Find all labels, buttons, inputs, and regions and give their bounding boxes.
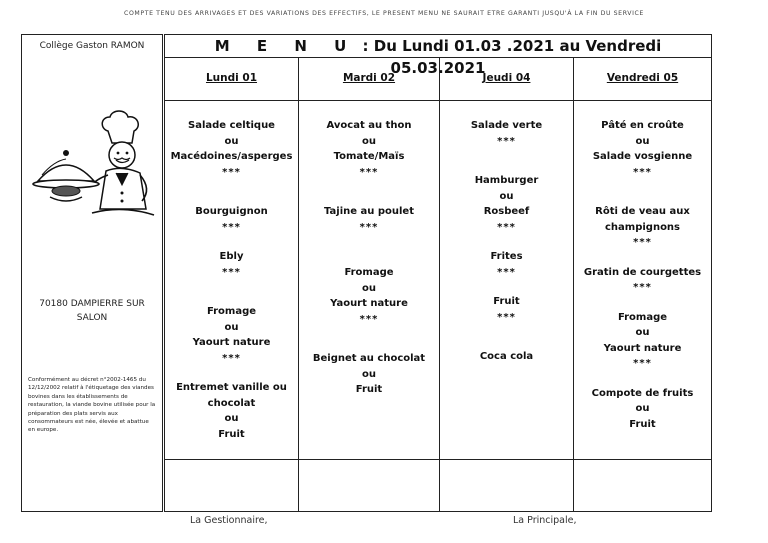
course-gap xyxy=(574,251,711,265)
course-group xyxy=(299,351,439,398)
menu-item: Gratin de courgettes xyxy=(583,266,702,278)
course-gap xyxy=(440,149,573,173)
menu-item: Entremet vanille ou xyxy=(176,382,287,393)
day-header-tuesday: Mardi 02 xyxy=(342,72,396,84)
menu-item: Beignet au chocolat xyxy=(312,353,426,364)
menu-item: Macédoines/asperges xyxy=(170,151,293,162)
course-gap xyxy=(165,180,298,204)
course-separator: *** xyxy=(633,166,652,178)
address-line-2: SALON xyxy=(76,313,108,323)
or-label: ou xyxy=(224,321,239,333)
course-gap xyxy=(299,180,439,204)
menu-item: Ebly xyxy=(219,251,244,262)
service-notice: COMPTE TENU DES ARRIVAGES ET DES VARIATIONS DES EFFECTIFS, LE PRESENT MENU NE SAURAIT ETRE GARANTI JUSQU'À LA FIN DU SERVICE xyxy=(124,10,644,17)
course-group xyxy=(574,204,711,251)
menu-title xyxy=(165,35,711,77)
menu-item: Fruit xyxy=(218,428,245,440)
menu-item: Yaourt nature xyxy=(603,342,682,354)
beef-origin-notice: Conformément au décret n°2002-1465 du 12/12/2002 relatif à l'étiquetage des viandes bovines dans les établissements de restauration, la viande bovine utilisée pour la préparation des plats servis aux consommateurs est née, élevée et abattue en europe. xyxy=(28,377,156,434)
menu-item: Salade verte xyxy=(470,120,543,131)
menu-item: Tomate/Maïs xyxy=(333,151,405,162)
course-gap xyxy=(165,235,298,249)
course-group xyxy=(299,118,439,180)
or-label: ou xyxy=(362,282,376,294)
course-group xyxy=(440,173,573,235)
course-group xyxy=(165,304,298,366)
course-gap xyxy=(574,296,711,310)
or-label: ou xyxy=(224,413,239,424)
school-address xyxy=(22,297,162,325)
menu-item: champignons xyxy=(604,221,681,233)
signature-manager: La Gestionnaire, xyxy=(190,515,268,526)
menu-item: Coca cola xyxy=(479,351,534,362)
course-separator: *** xyxy=(497,266,516,278)
header-divider xyxy=(165,100,711,101)
menu-item: Compote de fruits xyxy=(591,387,694,399)
menu-item: Salade celtique xyxy=(188,120,275,131)
course-gap xyxy=(440,280,573,294)
course-gap xyxy=(440,325,573,349)
course-separator: *** xyxy=(222,352,241,364)
course-group xyxy=(165,249,298,280)
menu-title-bar xyxy=(164,34,712,77)
menu-item: Fromage xyxy=(344,267,394,278)
menu-item: Fruit xyxy=(355,384,383,395)
or-label: ou xyxy=(499,190,514,202)
signature-principal: La Principale, xyxy=(513,515,577,526)
day-header-monday: Lundi 01 xyxy=(205,72,258,84)
menu-item: Frites xyxy=(490,251,523,262)
course-group xyxy=(440,349,573,365)
menu-item: Yaourt nature xyxy=(330,298,408,309)
school-name: Collège Gaston RAMON xyxy=(39,41,145,51)
or-label: ou xyxy=(635,327,650,338)
course-group xyxy=(165,204,298,235)
menu-item: Avocat au thon xyxy=(326,120,412,131)
course-separator: *** xyxy=(633,282,652,293)
course-gap xyxy=(165,366,298,380)
course-gap xyxy=(574,180,711,204)
course-separator: *** xyxy=(633,237,652,248)
or-label: ou xyxy=(224,135,239,147)
menu-item: Tajine au poulet xyxy=(323,206,414,217)
course-gap xyxy=(440,235,573,249)
day-header-friday: Vendredi 05 xyxy=(606,72,679,84)
course-group xyxy=(574,265,711,296)
course-separator: *** xyxy=(359,221,379,233)
menu-item: Fromage xyxy=(617,311,668,323)
menu-item: Bourguignon xyxy=(195,206,268,217)
menu-item: Yaourt nature xyxy=(192,337,271,348)
day-column-thursday xyxy=(440,118,573,365)
course-separator: *** xyxy=(359,166,379,178)
day-column-monday xyxy=(165,118,298,442)
course-group xyxy=(574,118,711,180)
course-separator: *** xyxy=(497,135,516,147)
menu-item: Rosbeef xyxy=(483,206,530,217)
course-group xyxy=(165,118,298,180)
menu-item: Fruit xyxy=(629,418,656,430)
course-group xyxy=(440,249,573,280)
day-header-thursday: Jeudi 04 xyxy=(482,72,531,84)
course-group xyxy=(165,380,298,442)
menu-item: Fruit xyxy=(493,296,520,307)
course-separator: *** xyxy=(222,221,241,233)
menu-item: Hamburger xyxy=(474,175,539,186)
course-group xyxy=(440,294,573,325)
course-separator: *** xyxy=(497,221,516,233)
or-label: ou xyxy=(362,135,376,147)
course-separator: *** xyxy=(497,311,516,323)
course-group xyxy=(299,265,439,327)
menu-item: Pâté en croûte xyxy=(601,120,684,131)
menu-word: M E N U xyxy=(214,37,358,55)
course-group xyxy=(574,310,711,372)
school-info-panel xyxy=(21,34,163,512)
or-label: ou xyxy=(635,135,650,147)
course-group xyxy=(299,204,439,235)
course-group xyxy=(440,118,573,149)
course-gap xyxy=(299,327,439,351)
or-label: ou xyxy=(635,403,650,414)
chef-illustration xyxy=(30,109,156,221)
menu-item: Fromage xyxy=(206,306,257,317)
footer-divider xyxy=(165,459,711,460)
course-gap xyxy=(574,372,711,386)
menu-item: Rôti de veau aux xyxy=(595,206,690,217)
menu-item: chocolat xyxy=(207,397,256,409)
or-label: ou xyxy=(362,368,376,380)
address-line-1: 70180 DAMPIERRE SUR xyxy=(39,299,145,309)
menu-date-range: : Du Lundi 01.03 .2021 au Vendredi 05.03.2021 xyxy=(362,37,662,77)
day-column-friday xyxy=(574,118,711,432)
course-gap xyxy=(299,235,439,265)
day-column-tuesday xyxy=(299,118,439,398)
menu-grid xyxy=(164,57,712,512)
course-separator: *** xyxy=(222,266,241,278)
course-separator: *** xyxy=(222,166,241,178)
course-separator: *** xyxy=(633,358,652,369)
course-gap xyxy=(165,280,298,304)
course-group xyxy=(574,386,711,433)
course-separator: *** xyxy=(359,313,379,325)
menu-item: Salade vosgienne xyxy=(592,151,693,162)
